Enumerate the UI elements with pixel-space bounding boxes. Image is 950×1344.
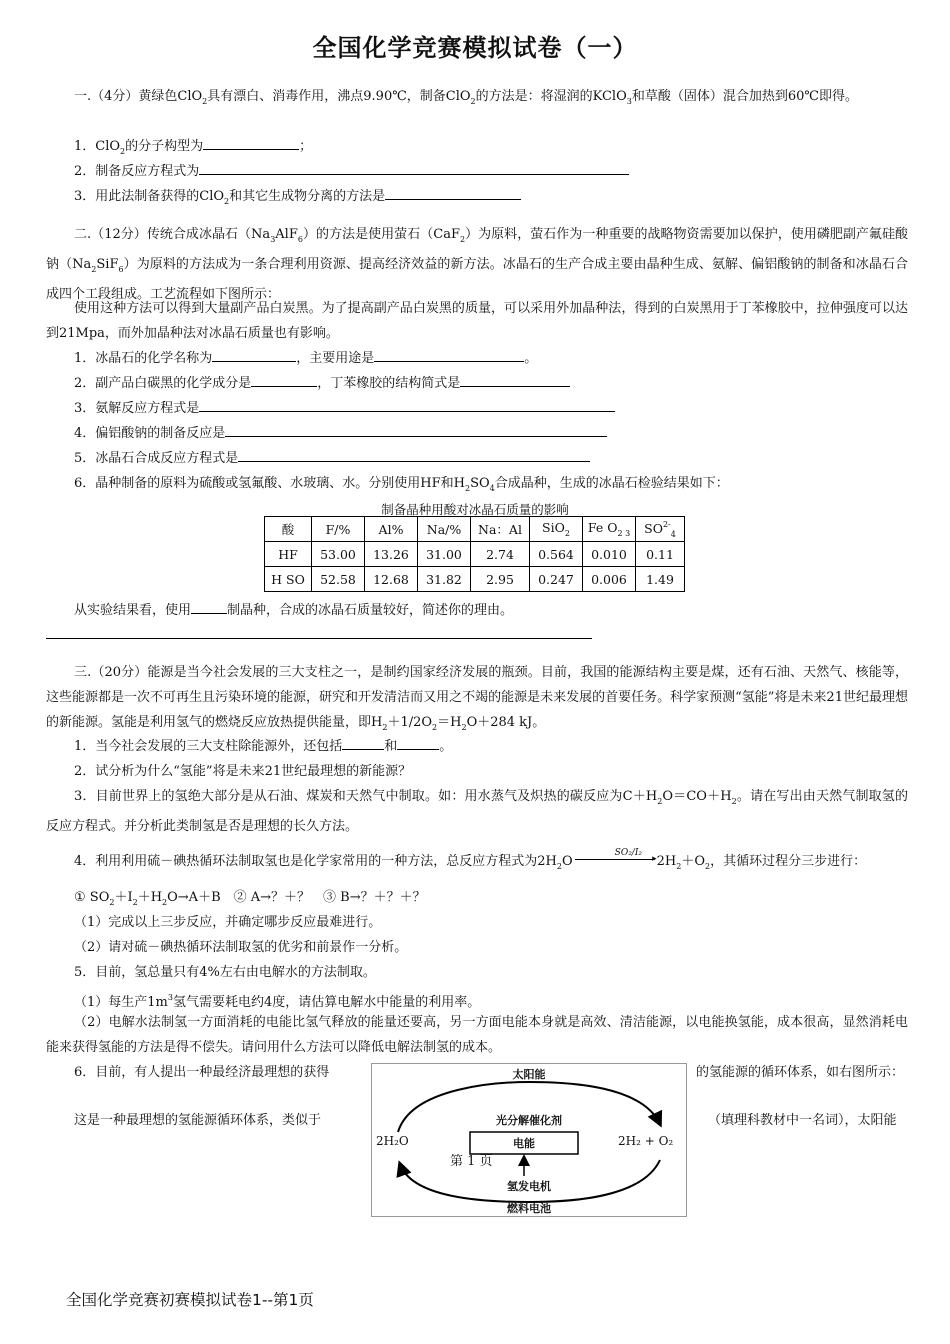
header-cell: Na：Al [471,517,530,542]
table-cell: 13.26 [365,542,418,567]
table-cell: 0.010 [583,542,636,567]
q2-sub5: 5．冰晶石合成反应方程式是 [46,446,908,471]
q3-sub6-line2-end: （填理科教材中一名词），太阳能 [708,1113,897,1128]
page-footer: 全国化学竞赛初赛模拟试卷1--第1页 [66,1291,314,1309]
q3-sub2: 2．试分析为什么“氢能”将是未来21世纪最理想的新能源？ [74,764,412,779]
page-title: 全国化学竞赛模拟试卷（一） [312,34,638,62]
q3-sub4-2: （2）请对硫－碘热循环法制取氢的优劣和前景作一分析。 [74,940,408,955]
hydrogen-cycle-diagram [371,1063,687,1217]
q3-sub5-1: （1）每生产$1m^3$氢气需要耗电约4度，请估算电解水中能量的利用率。 [74,993,481,1010]
q3-sub4-1: （1）完成以上三步反应，并确定哪步反应最难进行。 [74,915,382,930]
table-cell: 0.11 [636,542,685,567]
q2-intro: 二.（12分）传统合成冰晶石$(Na_3AlF_6)$的方法是使用萤石（CaF$_2$）为原料，萤石作为一种重要的战略物资需要加以保护，使用磷肥副产氟硅酸钠$(Na_2SiF_6)$为原料的方法成为一条合理利用资源、提高经济效益的新方法。冰晶石的生产合成主要由晶种生成、氨解、偏铝酸钠的制备和冰晶石合成四个工段组成。工艺流程如下图所示： [46,227,908,302]
page-number: 第 1 页 [450,1154,493,1169]
table-cell: 52.58 [312,567,365,592]
q2-sub4: 4．偏铝酸钠的制备反应是 [46,421,908,446]
table-cell: 31.00 [418,542,471,567]
q2-after-table: 从实验结果看，使用 制晶种，合成的冰晶石质量较好，简述你的理由。 [46,598,908,623]
q3-sub6-end: 的氢能源的循环体系，如右图所示： [696,1065,905,1080]
table-cell: 31.82 [418,567,471,592]
table-cell: 2.95 [471,567,530,592]
table-header-row [265,517,685,542]
diagram-products: 2H₂ + O₂ [618,1134,674,1148]
q3-sub5: 5．目前，氢总量只有4%左右由电解水的方法制取。 [74,965,376,980]
answer-line [46,638,592,639]
q3-sub4: 4．利用利用硫－碘热循环法制取氢也是化学家常用的一种方法，总反应方程式为$2H_2O$ SO₂/I₂ ▸ $2H_2+O_2$，其循环过程分三步进行： [74,848,867,871]
table-cell: 12.68 [365,567,418,592]
q2-para2: 使用这种方法可以得到大量副产品白炭黑。为了提高副产品白炭黑的质量，可以采用外加晶种法，得到的白炭黑用于丁苯橡胶中，拉伸强度可以达到21Mpa，而外加晶种法对冰晶石质量也有影响。 [46,301,908,341]
header-cell: SiO$_2$ [530,517,583,542]
table-cell: HF [265,542,312,567]
q1-sub1: 1．ClO$_2$的分子构型为 ； [46,134,908,164]
diagram-generator: 氢发电机 [507,1180,551,1193]
q2-sub3: 3．氨解反应方程式是 [46,396,908,421]
q1-sub2: 2．制备反应方程式为 [46,159,908,184]
results-table [264,516,685,592]
q3-sub6-line2: 这是一种最理想的氢能源循环体系，类似于 [74,1113,322,1128]
table-cell: 0.247 [530,567,583,592]
q3-steps: ① $SO_2+I_2+H_2O\to A+B$ ② A→？＋？ ③ B→？＋？＋？ [74,890,426,907]
q1-sub3: 3．用此法制备获得的ClO$_2$和其它生成物分离的方法是 [46,184,908,214]
header-cell: $SO^{2-}_4$ [636,517,685,542]
header-cell: F/% [312,517,365,542]
table-cell: 1.49 [636,567,685,592]
diagram-catalyst: 光分解催化剂 [496,1114,562,1127]
table-cell: 0.006 [583,567,636,592]
table-caption: 制备晶种用酸对冰晶石质量的影响 [381,502,569,517]
q2-sub1: 1．冰晶石的化学名称为 ，主要用途是 。 [46,346,908,371]
diagram-electric: 电能 [513,1137,535,1150]
table-cell: 2.74 [471,542,530,567]
table-cell: 0.564 [530,542,583,567]
header-cell: Al% [365,517,418,542]
q3-sub6-start: 6．目前，有人提出一种最经济最理想的获得 [74,1065,330,1080]
header-cell: Fe $O_{2 3}$ [583,517,636,542]
q2-sub6: 6．晶种制备的原料为硫酸或氢氟酸、水玻璃、水。分别使用HF和$H_2SO_4$合成晶种，生成的冰晶石检验结果如下： [74,476,729,493]
diagram-water: 2H₂O [376,1134,409,1148]
diagram-fuel-cell: 燃料电池 [507,1202,551,1215]
table-row [265,542,685,567]
table-cell: 53.00 [312,542,365,567]
q3-sub1: 1．当今社会发展的三大支柱除能源外，还包括 和 。 [46,734,908,759]
q3-sub3: 3．目前世界上的氢绝大部分是从石油、煤炭和天然气中制取。如：用水蒸气及炽热的碳反应为$C+H_2O=CO+H_2$。请在写出由天然气制取氢的反应方程式。并分析此类制氢是否是理想的长久方法。 [46,789,908,834]
diagram-solar: 太阳能 [512,1068,546,1081]
table-row [265,567,685,592]
q2-sub2: 2．副产品白碳黑的化学成分是 ，丁苯橡胶的结构简式是 [46,371,908,396]
header-cell: Na/% [418,517,471,542]
q3-sub5-2: （2）电解水法制氢一方面消耗的电能比氢气释放的能量还要高，另一方面电能本身就是高效、清洁能源，以电能换氢能，成本很高，显然消耗电能来获得氢能的方法是得不偿失。请问用什么方法可以降低电解法制氢的成本。 [46,1015,908,1055]
q1-intro: 一.（4分）黄绿色ClO$_2$具有漂白、消毒作用，沸点9.90℃，制备ClO$_2$的方法是：将湿润的KClO$_3$和草酸（固体）混合加热到60℃即得。 [74,89,858,106]
header-cell: 酸 [265,517,312,542]
reaction-arrow: SO₂/I₂ ▸ [573,851,657,865]
q3-intro: 三.（20分）能源是当今社会发展的三大支柱之一，是制约国家经济发展的瓶颈。目前，我国的能源结构主要是煤，还有石油、天然气、核能等，这些能源都是一次不可再生且污染环境的能源，研究和开发清洁而又用之不竭的能源是未来发展的首要任务。科学家预测“氢能”将是未来21世纪最理想的新能源。氢能是利用氢气的燃烧反应放热提供能量，即$H_2+1/2O_2=H_2O+284$ kJ。 [46,665,908,732]
table-cell: H SO [265,567,312,592]
